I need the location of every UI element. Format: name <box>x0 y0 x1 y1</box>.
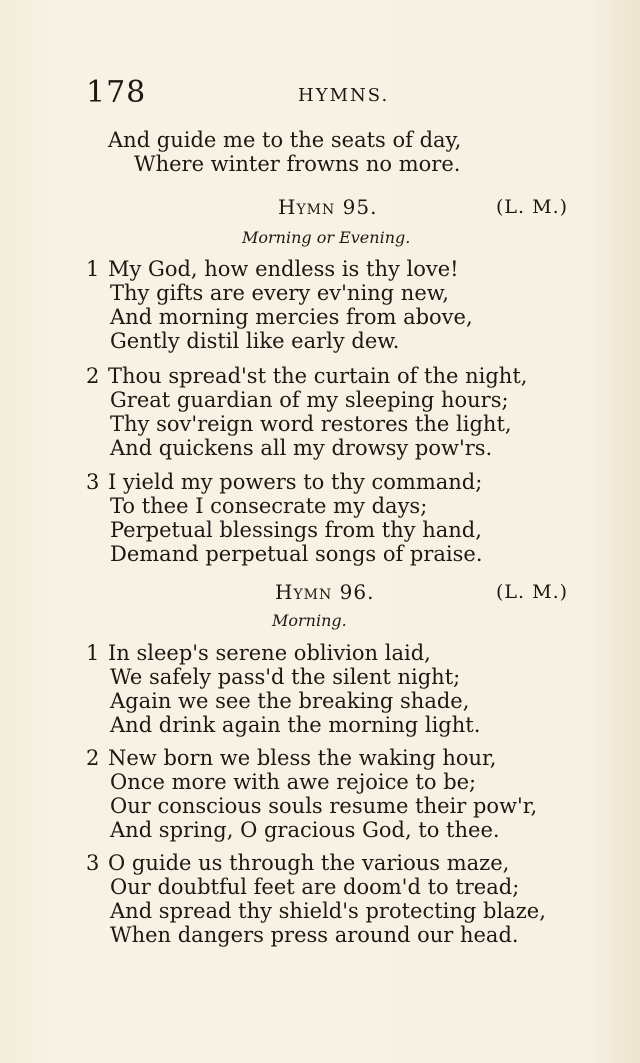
hymn-line: Thy gifts are every ev'ning new, <box>110 281 449 305</box>
hymn-line: Our doubtful feet are doom'd to tread; <box>110 875 520 899</box>
stanza-number: 2 <box>86 746 100 770</box>
hymn-line: Thou spread'st the curtain of the night, <box>108 364 528 388</box>
hymn-meter: (L. M.) <box>496 581 569 603</box>
stanza-number: 1 <box>86 257 100 281</box>
hymn-line: Perpetual blessings from thy hand, <box>110 518 482 542</box>
hymn-line: And drink again the morning light. <box>110 713 481 737</box>
running-head <box>86 75 606 122</box>
hymn-line: And morning mercies from above, <box>110 305 473 329</box>
continuation-line: And guide me to the seats of day, <box>108 128 462 152</box>
continuation-line: Where winter frowns no more. <box>134 152 461 176</box>
hymn-line: Once more with awe rejoice to be; <box>110 770 477 794</box>
hymn-meter: (L. M.) <box>496 196 569 218</box>
hymn-line: And spring, O gracious God, to thee. <box>110 818 500 842</box>
hymn-line: New born we bless the waking hour, <box>108 746 497 770</box>
stanza-number: 1 <box>86 641 100 665</box>
hymn-line: Again we see the breaking shade, <box>110 689 470 713</box>
hymn-title: Hymn 95. <box>278 195 378 219</box>
running-title: HYMNS. <box>298 85 390 106</box>
stanza-number: 3 <box>86 851 100 875</box>
hymn-line: To thee I consecrate my days; <box>110 494 428 518</box>
hymn-line: I yield my powers to thy command; <box>108 470 483 494</box>
hymn-line: When dangers press around our head. <box>110 923 519 947</box>
hymn-occasion: Morning. <box>272 611 347 630</box>
hymn-line: And spread thy shield's protecting blaze, <box>110 899 546 923</box>
stanza-number: 3 <box>86 470 100 494</box>
hymn-line: My God, how endless is thy love! <box>108 257 459 281</box>
hymn-line: Our conscious souls resume their pow'r, <box>110 794 538 818</box>
hymn-line: Gently distil like early dew. <box>110 329 400 353</box>
hymn-title: Hymn 96. <box>275 580 375 604</box>
hymn-occasion: Morning or Evening. <box>242 228 411 247</box>
hymn-line: Demand perpetual songs of praise. <box>110 542 483 566</box>
hymn-line: In sleep's serene oblivion laid, <box>108 641 431 665</box>
hymn-line: Great guardian of my sleeping hours; <box>110 388 509 412</box>
hymn-line: O guide us through the various maze, <box>108 851 510 875</box>
stanza-number: 2 <box>86 364 100 388</box>
page-number: 178 <box>86 75 147 110</box>
hymn-line: Thy sov'reign word restores the light, <box>110 412 512 436</box>
hymn-line: We safely pass'd the silent night; <box>110 665 461 689</box>
hymn-line: And quickens all my drowsy pow'rs. <box>110 436 493 460</box>
